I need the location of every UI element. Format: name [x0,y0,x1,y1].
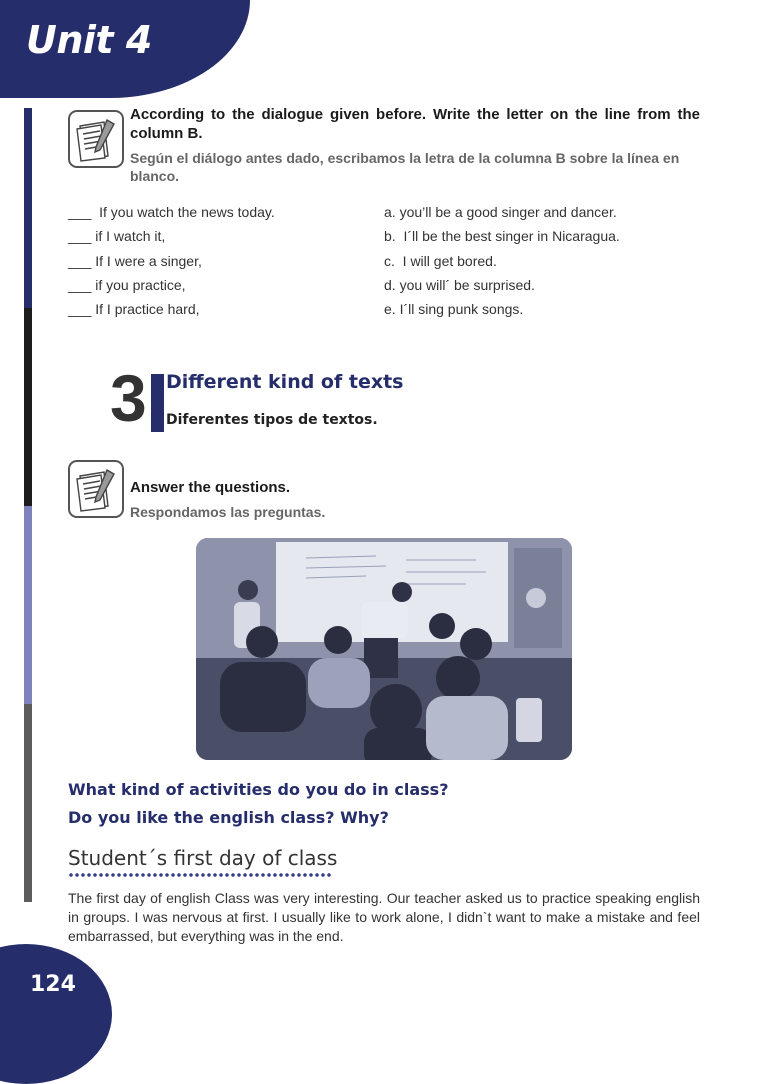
column-a [68,203,275,324]
story-text: The first day of english Class was very interesting. Our teacher asked us to practice speaking english in groups. I was nervous at first. I usually like to work alone, I didn`t want to make a mistake and feel embarrassed, but everything was in the end. [68,890,700,944]
match-instruction-es: Según el diálogo antes dado, escribamos la letra de la columna B sobre la línea en blanco. [130,150,680,184]
column-b [384,203,620,324]
story-title: Student´s first day of class [68,846,338,870]
section-number: 3 [110,361,147,435]
page-number-tab [0,944,112,1084]
side-bar-segment-dark [24,308,32,506]
section-accent-bar [151,374,164,432]
column-a-item: ___ if I watch it, [68,228,166,245]
match-instruction-en: According to the dialogue given before. Write the letter on the line from the column B. [130,106,700,142]
column-b-item: c. I will get bored. [384,252,497,269]
column-b-item: d. you will´ be surprised. [384,276,535,293]
column-b-item: b. I´ll be the best singer in Nicaragua. [384,228,620,245]
notebook-pencil-icon [68,110,124,168]
notebook-pencil-icon [68,460,124,518]
section-title: Different kind of texts [166,371,404,393]
column-b-item: a. you’ll be a good singer and dancer. [384,204,617,220]
column-a-item: ___ If I practice hard, [68,301,200,318]
answer-instruction-en: Answer the questions. [130,479,291,496]
side-bar-segment-gray [24,704,32,902]
section-subtitle: Diferentes tipos de textos. [166,412,378,428]
column-b-item: e. I´ll sing punk songs. [384,301,524,318]
page-number: 124 [30,972,76,997]
column-a-item: ___ If you watch the news today. [68,204,275,220]
question-2: Do you like the english class? Why? [68,808,389,827]
classroom-photo [196,538,572,760]
unit-title: Unit 4 [26,18,152,62]
column-a-item: ___ If I were a singer, [68,252,202,269]
side-bar-segment-navy [24,108,32,308]
side-bar-segment-lavender [24,506,32,704]
answer-instruction-es: Respondamos las preguntas. [130,504,326,520]
dotted-underline [68,872,332,878]
column-a-item: ___ if you practice, [68,276,186,293]
question-1: What kind of activities do you do in class? [68,780,449,799]
